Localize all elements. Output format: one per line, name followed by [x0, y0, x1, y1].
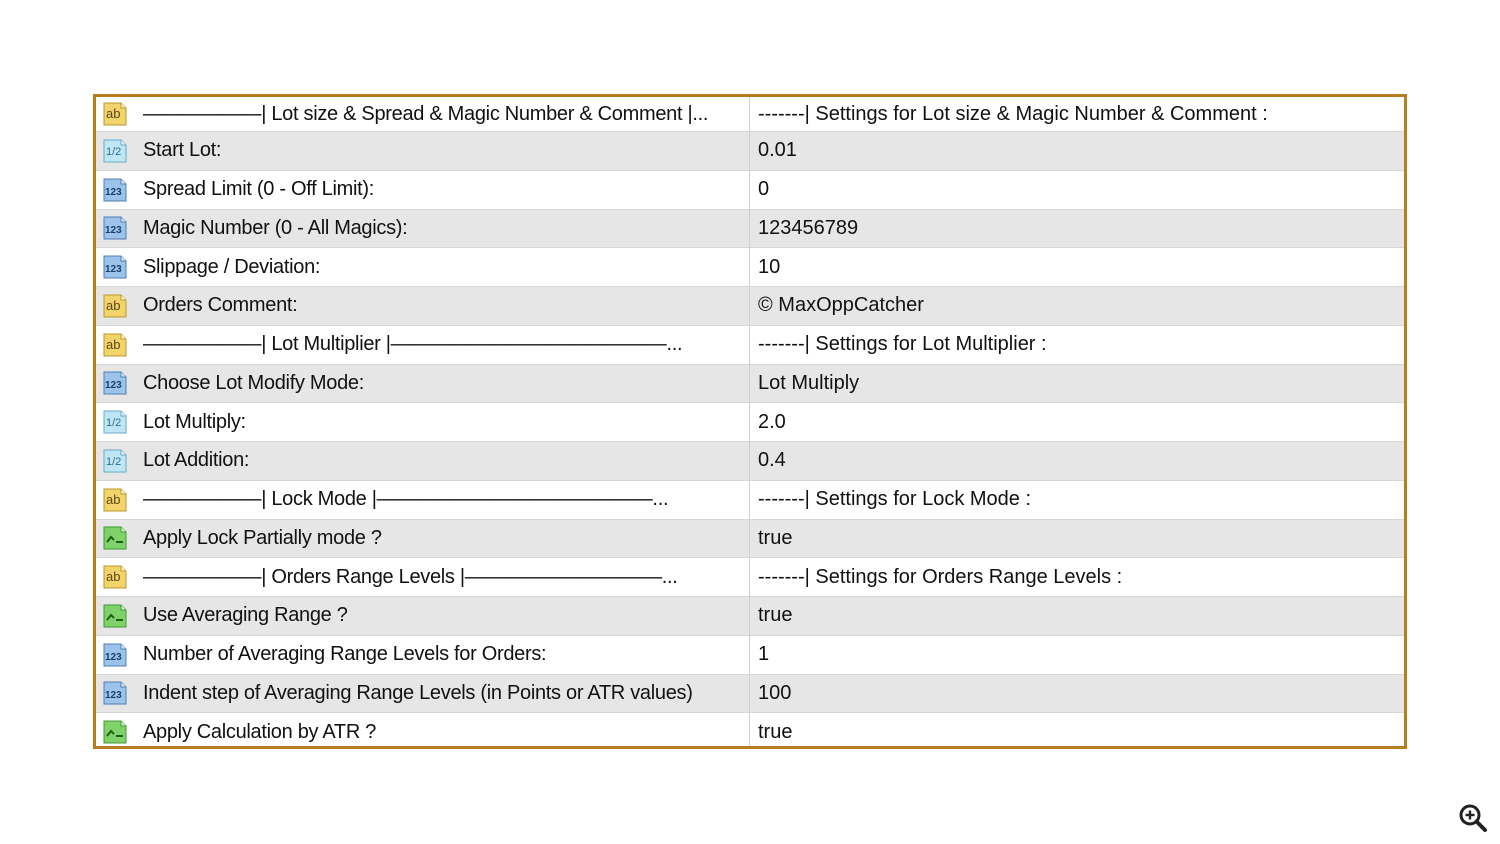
variable-label: Indent step of Averaging Range Levels (in Points or ATR values)	[143, 681, 693, 704]
svg-text:ab: ab	[106, 336, 121, 352]
value-cell[interactable]: 1	[758, 643, 770, 666]
variable-label: Use Averaging Range ?	[143, 604, 348, 627]
value-cell[interactable]: -------| Settings for Lock Mode :	[758, 488, 1032, 511]
variable-cell[interactable]	[96, 326, 750, 364]
svg-text:1/2: 1/2	[106, 145, 122, 158]
value-cell[interactable]: true	[758, 604, 793, 627]
variable-label: ——————| Lot Multiplier |——————————————...	[143, 333, 683, 356]
variable-label: Number of Averaging Range Levels for Orders:	[143, 643, 547, 666]
variable-cell[interactable]	[96, 132, 750, 170]
svg-text:ab: ab	[106, 491, 121, 507]
bool-type-icon	[101, 603, 129, 629]
variable-cell[interactable]	[96, 365, 750, 403]
bool-type-icon	[101, 525, 129, 551]
svg-text:ab: ab	[106, 106, 121, 121]
input-row[interactable]	[96, 481, 1404, 520]
variable-cell[interactable]	[96, 210, 750, 248]
input-row[interactable]	[96, 365, 1404, 404]
svg-text:123: 123	[105, 651, 122, 663]
variable-label: Lot Multiply:	[143, 410, 246, 433]
variable-cell[interactable]	[96, 248, 750, 286]
double-type-icon	[101, 448, 129, 474]
string-type-icon	[101, 332, 129, 358]
variable-label: Spread Limit (0 - Off Limit):	[143, 178, 374, 201]
variable-cell[interactable]	[96, 442, 750, 480]
input-row[interactable]	[96, 210, 1404, 249]
input-row[interactable]	[96, 287, 1404, 326]
value-cell[interactable]: 10	[758, 255, 781, 278]
input-row[interactable]	[96, 132, 1404, 171]
variable-cell[interactable]	[96, 287, 750, 325]
variable-cell[interactable]	[96, 403, 750, 441]
integer-type-icon	[101, 254, 129, 280]
value-cell[interactable]: © MaxOppCatcher	[758, 294, 924, 317]
variable-cell[interactable]	[96, 558, 750, 596]
input-row[interactable]	[96, 442, 1404, 481]
value-cell[interactable]: 0	[758, 178, 770, 201]
variable-label: Slippage / Deviation:	[143, 255, 321, 278]
value-cell[interactable]: 2.0	[758, 410, 786, 433]
integer-type-icon	[101, 642, 129, 668]
variable-cell[interactable]	[96, 597, 750, 635]
svg-text:123: 123	[105, 690, 122, 702]
input-row[interactable]	[96, 326, 1404, 365]
variable-cell[interactable]	[96, 713, 750, 749]
svg-text:123: 123	[105, 225, 122, 237]
variable-cell[interactable]	[96, 520, 750, 558]
string-type-icon	[101, 101, 129, 127]
integer-type-icon	[101, 370, 129, 396]
variable-label: ——————| Lock Mode |——————————————...	[143, 488, 669, 511]
svg-text:ab: ab	[106, 569, 121, 585]
input-row[interactable]	[96, 248, 1404, 287]
variable-label: ——————| Lot size & Spread & Magic Number & Comment |...	[143, 102, 709, 125]
input-row[interactable]	[96, 713, 1404, 749]
input-row[interactable]	[96, 636, 1404, 675]
svg-text:1/2: 1/2	[106, 417, 122, 430]
string-type-icon	[101, 487, 129, 513]
svg-text:ab: ab	[106, 297, 121, 313]
variable-label: Choose Lot Modify Mode:	[143, 371, 365, 394]
input-row[interactable]	[96, 558, 1404, 597]
variable-label: Orders Comment:	[143, 294, 298, 317]
double-type-icon	[101, 138, 129, 164]
svg-text:1/2: 1/2	[106, 455, 122, 468]
string-type-icon	[101, 564, 129, 590]
value-cell[interactable]: 123456789	[758, 216, 859, 239]
value-cell[interactable]: 0.4	[758, 449, 786, 472]
input-row[interactable]	[96, 597, 1404, 636]
variable-label: Apply Calculation by ATR ?	[143, 720, 377, 743]
svg-text:123: 123	[105, 186, 122, 198]
input-row[interactable]	[96, 403, 1404, 442]
variable-cell[interactable]	[96, 97, 750, 131]
variable-label: Start Lot:	[143, 139, 222, 162]
value-cell[interactable]: true	[758, 526, 793, 549]
value-cell[interactable]: 0.01	[758, 139, 797, 162]
integer-type-icon	[101, 177, 129, 203]
input-row[interactable]	[96, 171, 1404, 210]
value-cell[interactable]: Lot Multiply	[758, 371, 860, 394]
value-cell[interactable]: -------| Settings for Orders Range Levels :	[758, 565, 1123, 588]
variable-label: Lot Addition:	[143, 449, 250, 472]
input-row[interactable]	[96, 97, 1404, 132]
variable-label: Apply Lock Partially mode ?	[143, 526, 382, 549]
value-cell[interactable]: -------| Settings for Lot Multiplier :	[758, 333, 1047, 356]
variable-cell[interactable]	[96, 636, 750, 674]
integer-type-icon	[101, 215, 129, 241]
string-type-icon	[101, 293, 129, 319]
variable-cell[interactable]	[96, 481, 750, 519]
double-type-icon	[101, 409, 129, 435]
zoom-in-icon[interactable]	[1458, 803, 1488, 833]
variable-cell[interactable]	[96, 675, 750, 713]
value-cell[interactable]: 100	[758, 681, 792, 704]
svg-text:123: 123	[105, 264, 122, 276]
integer-type-icon	[101, 680, 129, 706]
inputs-table	[93, 94, 1407, 749]
bool-type-icon	[101, 719, 129, 745]
variable-label: ——————| Orders Range Levels |——————————...	[143, 565, 678, 588]
variable-label: Magic Number (0 - All Magics):	[143, 216, 408, 239]
svg-text:123: 123	[105, 380, 122, 392]
value-cell[interactable]: -------| Settings for Lot size & Magic Number & Comment :	[758, 102, 1268, 125]
input-row[interactable]	[96, 675, 1404, 714]
input-row[interactable]	[96, 520, 1404, 559]
value-cell[interactable]: true	[758, 720, 793, 743]
variable-cell[interactable]	[96, 171, 750, 209]
